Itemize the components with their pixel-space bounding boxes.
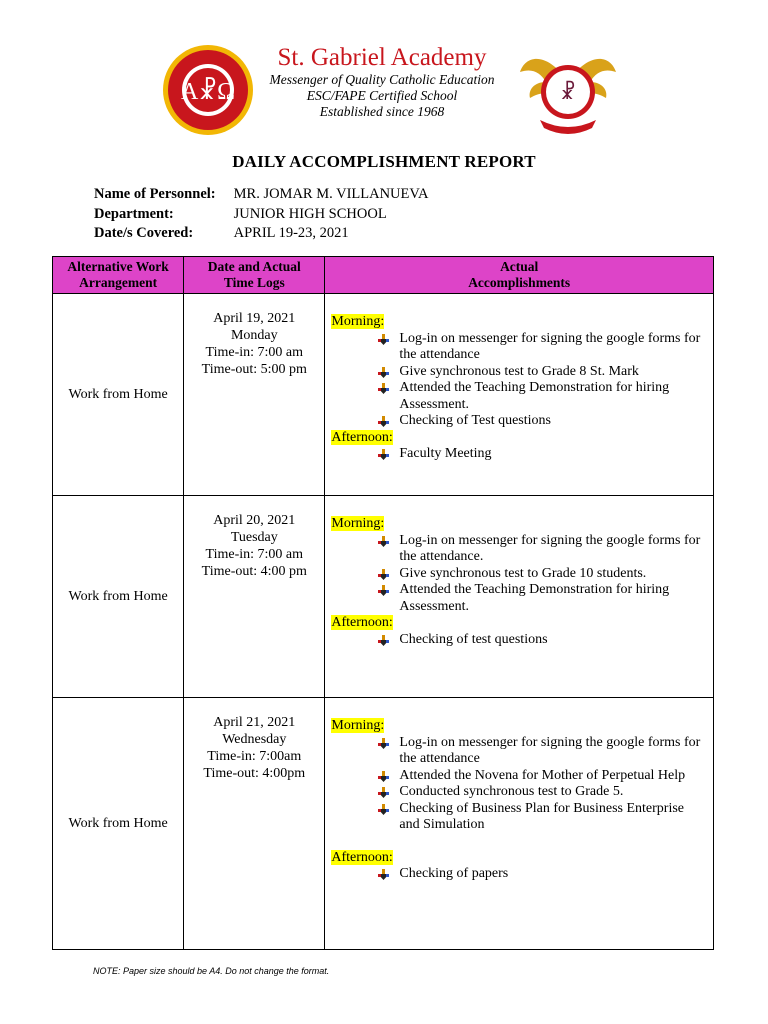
accomplishment-table bbox=[52, 256, 714, 950]
date-cell bbox=[184, 496, 325, 698]
arrangement-cell: Work from Home bbox=[53, 294, 184, 496]
arrow-bullet-icon bbox=[378, 771, 389, 782]
item-text: Checking of Test questions bbox=[399, 413, 551, 428]
report-title: DAILY ACCOMPLISHMENT REPORT bbox=[232, 152, 536, 171]
morning-label: Morning: bbox=[331, 718, 385, 733]
item-text: Give synchronous test to Grade 8 St. Mark bbox=[399, 363, 639, 379]
arrow-bullet-icon bbox=[378, 635, 389, 646]
date-cell bbox=[184, 698, 325, 950]
header-date-time bbox=[184, 257, 325, 294]
list-item bbox=[331, 364, 707, 381]
time-in: Time-in: 7:00 am bbox=[205, 345, 304, 360]
item-text: Faculty Meeting bbox=[399, 446, 492, 461]
school-seal-logo bbox=[162, 44, 254, 136]
afternoon-label: Afternoon: bbox=[331, 615, 393, 630]
accomplishments-cell bbox=[325, 496, 714, 698]
item-text: Checking of test questions bbox=[399, 631, 548, 647]
day: Tuesday bbox=[230, 530, 278, 545]
list-item bbox=[331, 735, 707, 768]
item-text: Attended the Novena for Mother of Perpetual Help bbox=[399, 767, 686, 783]
accomplishments-cell bbox=[325, 294, 714, 496]
item-text: Log-in on messenger for signing the google forms for the attendance bbox=[399, 330, 701, 362]
arrow-bullet-icon bbox=[378, 383, 389, 394]
school-name: St. Gabriel Academy bbox=[277, 44, 487, 71]
list-item bbox=[331, 784, 707, 801]
list-item bbox=[331, 632, 707, 649]
arrow-bullet-icon bbox=[378, 334, 389, 345]
svg-text:☧: ☧ bbox=[560, 82, 576, 104]
table-header-row bbox=[53, 257, 714, 294]
header-arrangement bbox=[53, 257, 184, 294]
format-note: NOTE: Paper size should be A4. Do not change the format. bbox=[93, 966, 330, 976]
arrow-bullet-icon bbox=[378, 449, 389, 460]
table-row bbox=[53, 294, 714, 496]
anniversary-logo bbox=[518, 42, 618, 138]
tagline-1: Messenger of Quality Catholic Education bbox=[269, 72, 495, 87]
arrow-bullet-icon bbox=[378, 738, 389, 749]
arrow-bullet-icon bbox=[378, 804, 389, 815]
day: Monday bbox=[230, 328, 278, 343]
tagline-2: ESC/FAPE Certified School bbox=[306, 88, 458, 103]
header-date-line1: Date and Actual bbox=[207, 259, 301, 274]
arrow-bullet-icon bbox=[378, 416, 389, 427]
name-label: Name of Personnel: bbox=[94, 186, 216, 202]
header-date-line2: Time Logs bbox=[223, 275, 285, 290]
item-text: Attended the Teaching Demonstration for hiring Assessment. bbox=[399, 582, 670, 614]
header-arrangement-line1: Alternative Work bbox=[67, 259, 169, 274]
time-out: Time-out: 4:00pm bbox=[203, 766, 306, 781]
day: Wednesday bbox=[222, 732, 287, 747]
header-acc-line2: Accomplishments bbox=[468, 275, 571, 290]
dates-label: Date/s Covered: bbox=[94, 225, 194, 241]
time-out: Time-out: 5:00 pm bbox=[201, 362, 307, 377]
accomplishments-cell bbox=[325, 698, 714, 950]
dates-value: APRIL 19-23, 2021 bbox=[233, 225, 349, 241]
list-item bbox=[331, 446, 707, 463]
item-text: Checking of Business Plan for Business Enterprise and Simulation bbox=[399, 800, 685, 832]
school-info bbox=[254, 44, 510, 120]
item-text: Give synchronous test to Grade 10 students. bbox=[399, 565, 647, 581]
info-row-department bbox=[94, 206, 428, 226]
svg-text:A☧Ω: A☧Ω bbox=[181, 79, 235, 105]
list-item bbox=[331, 566, 707, 583]
header-acc-line1: Actual bbox=[500, 259, 539, 274]
arrangement-cell: Work from Home bbox=[53, 496, 184, 698]
list-item bbox=[331, 413, 707, 430]
table-row bbox=[53, 698, 714, 950]
afternoon-label: Afternoon: bbox=[331, 429, 393, 445]
arrow-bullet-icon bbox=[378, 869, 389, 880]
morning-label: Morning: bbox=[331, 516, 385, 531]
arrangement-cell: Work from Home bbox=[53, 698, 184, 950]
table-row bbox=[53, 496, 714, 698]
list-item bbox=[331, 768, 707, 785]
item-text: Conducted synchronous test to Grade 5. bbox=[399, 784, 624, 799]
header-accomplishments bbox=[325, 257, 714, 294]
arrow-bullet-icon bbox=[378, 569, 389, 580]
personnel-info bbox=[94, 186, 428, 245]
date-cell bbox=[184, 294, 325, 496]
department-label: Department: bbox=[94, 205, 174, 222]
list-item bbox=[331, 331, 707, 364]
date: April 20, 2021 bbox=[213, 513, 296, 528]
department-value: JUNIOR HIGH SCHOOL bbox=[233, 205, 387, 222]
time-in: Time-in: 7:00am bbox=[207, 749, 302, 764]
list-item bbox=[331, 533, 707, 566]
letterhead bbox=[0, 38, 768, 138]
item-text: Attended the Teaching Demonstration for hiring Assessment. bbox=[399, 380, 670, 412]
arrow-bullet-icon bbox=[378, 536, 389, 547]
info-row-dates bbox=[94, 225, 428, 245]
arrow-bullet-icon bbox=[378, 585, 389, 596]
list-item bbox=[331, 380, 707, 413]
morning-label: Morning: bbox=[331, 314, 385, 329]
time-in: Time-in: 7:00 am bbox=[205, 547, 304, 562]
afternoon-label: Afternoon: bbox=[331, 849, 393, 865]
header-arrangement-line2: Arrangement bbox=[79, 275, 158, 290]
list-item bbox=[331, 801, 707, 834]
list-item bbox=[331, 582, 707, 615]
list-item bbox=[331, 866, 707, 883]
name-value: MR. JOMAR M. VILLANUEVA bbox=[233, 186, 429, 202]
arrow-bullet-icon bbox=[378, 367, 389, 378]
item-text: Checking of papers bbox=[399, 866, 509, 881]
date: April 21, 2021 bbox=[213, 715, 296, 730]
tagline-3: Established since 1968 bbox=[319, 104, 445, 119]
info-row-name bbox=[94, 186, 428, 206]
item-text: Log-in on messenger for signing the google forms for the attendance bbox=[399, 734, 701, 766]
time-out: Time-out: 4:00 pm bbox=[201, 564, 307, 579]
item-text: Log-in on messenger for signing the google forms for the attendance. bbox=[399, 532, 701, 564]
arrow-bullet-icon bbox=[378, 787, 389, 798]
date: April 19, 2021 bbox=[213, 311, 296, 326]
